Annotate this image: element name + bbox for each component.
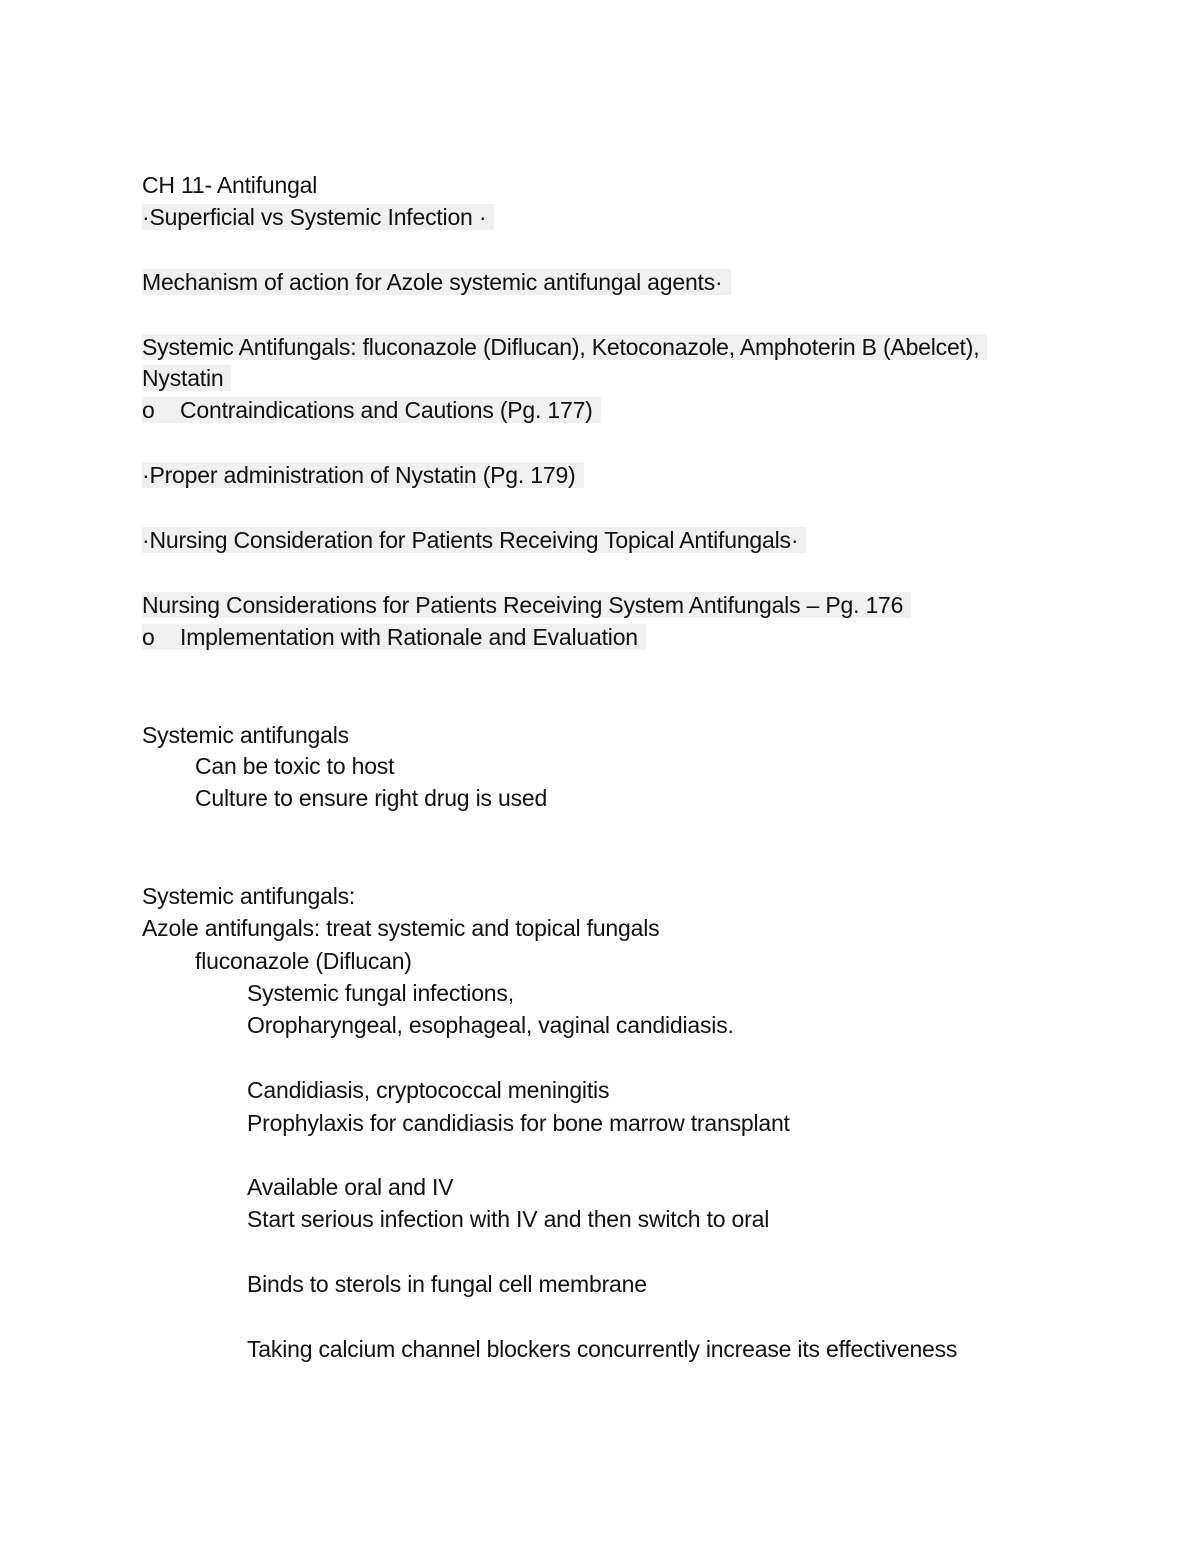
mechanism-text: Mechanism of action for Azole systemic antifungal agents· [142,269,731,295]
highlight-line-systemic-list-cont [142,362,231,394]
nystatin-admin-text: ·Proper administration of Nystatin (Pg. 179) [142,462,584,488]
bullet-marker: o [142,624,155,650]
highlight-line-contraindications [142,394,601,426]
detail-item: Taking calcium channel blockers concurrently increase its effectiveness [247,1336,958,1362]
contraindications-item [142,397,601,423]
bullet-marker: o [142,397,155,423]
contraindications-text: Contraindications and Cautions (Pg. 177) [180,397,593,423]
systemic-list-text-2: Nystatin [142,365,231,391]
implementation-item [142,624,646,650]
section2-heading: Systemic antifungals: [142,883,356,909]
page-title: CH 11- Antifungal [142,172,318,198]
section1-item: Culture to ensure right drug is used [195,785,548,811]
highlight-line-topical [142,524,806,556]
detail-item: Oropharyngeal, esophageal, vaginal candidiasis. [247,1012,734,1038]
highlight-line-nystatin [142,459,584,491]
systemic-list-text-1: Systemic Antifungals: fluconazole (Diflucan), Ketoconazole, Amphoterin B (Abelcet), [142,334,987,360]
detail-item: Start serious infection with IV and then switch to oral [247,1206,770,1232]
detail-item: Binds to sterols in fungal cell membrane [247,1271,647,1297]
detail-item: Candidiasis, cryptococcal meningitis [247,1077,610,1103]
highlight-line-implementation [142,621,646,653]
detail-item: Systemic fungal infections, [247,980,514,1006]
superficial-vs-systemic-text: ·Superficial vs Systemic Infection · [142,204,494,230]
highlight-line-superficial [142,201,494,233]
highlight-line-systemic-list [142,331,987,363]
azole-line: Azole antifungals: treat systemic and topical fungals [142,915,660,941]
highlight-line-system-nursing [142,589,911,621]
section1-item: Can be toxic to host [195,753,395,779]
highlight-line-mechanism [142,266,731,298]
topical-nursing-text: ·Nursing Consideration for Patients Receiving Topical Antifungals· [142,527,806,553]
implementation-text: Implementation with Rationale and Evaluation [180,624,638,650]
section1-heading: Systemic antifungals [142,722,349,748]
detail-item: Prophylaxis for candidiasis for bone marrow transplant [247,1110,790,1136]
system-nursing-text: Nursing Considerations for Patients Receiving System Antifungals – Pg. 176 [142,592,911,618]
detail-item: Available oral and IV [247,1174,454,1200]
drug-name: fluconazole (Diflucan) [195,948,412,974]
